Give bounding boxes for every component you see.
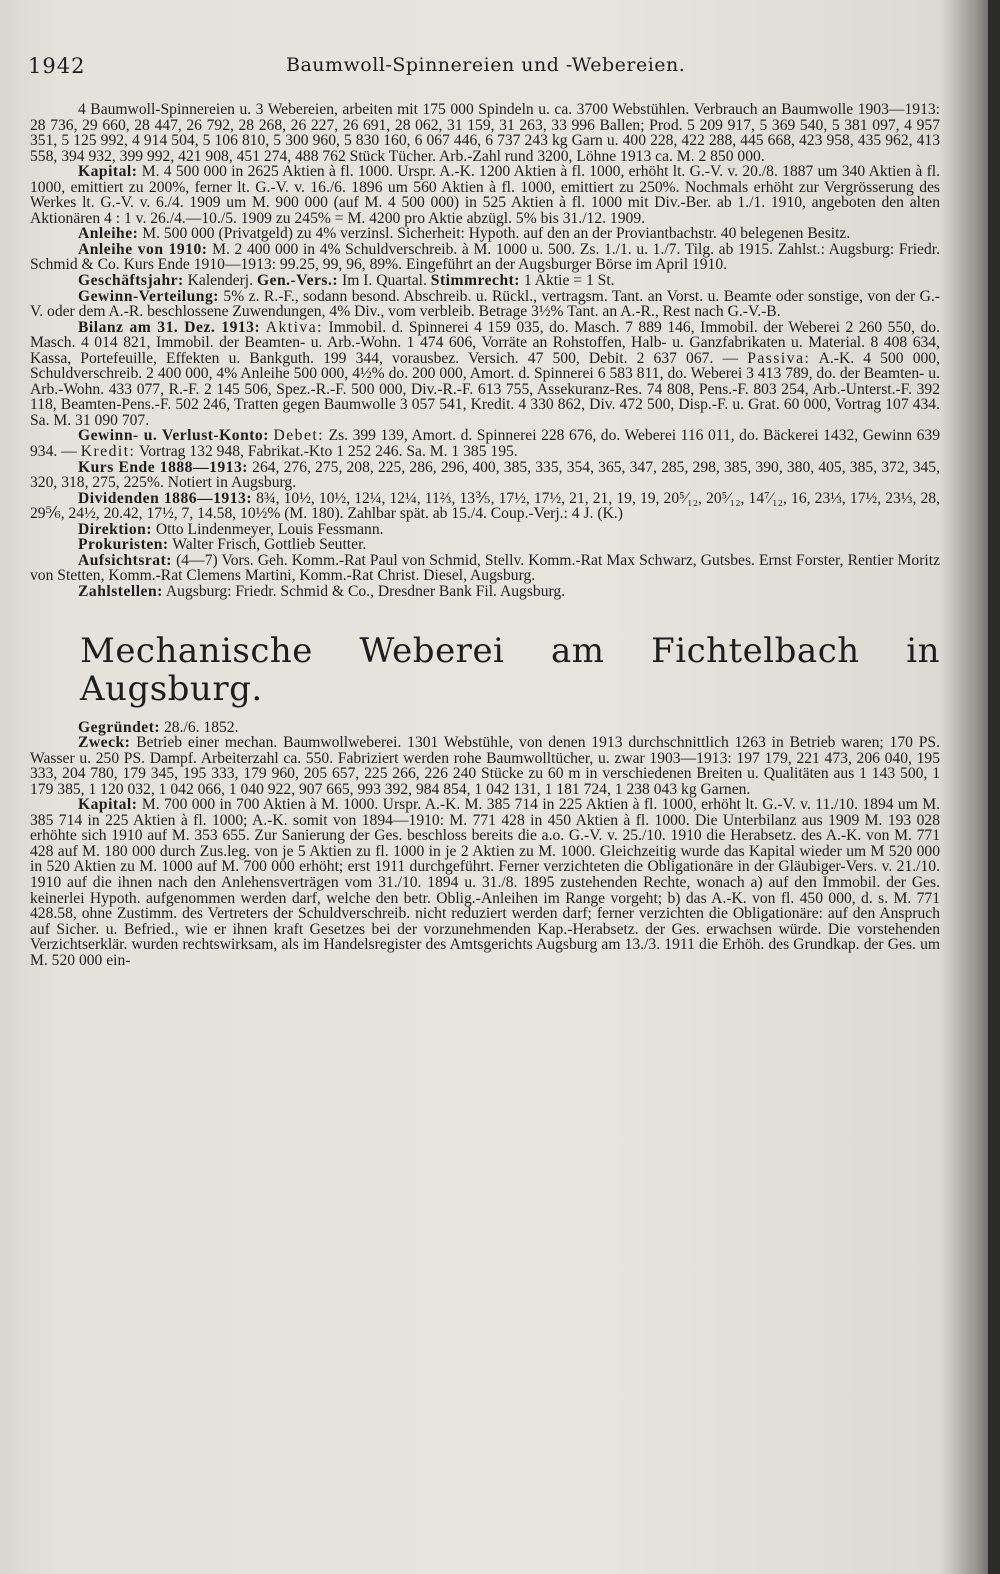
dividenden-paragraph: [30, 491, 940, 522]
prokuristen-label: Prokuristen:: [78, 536, 169, 554]
anleihe-paragraph: [30, 226, 940, 242]
anleihe-1910-text: M. 2 400 000 in 4% Schuldverschreib. à M. 1000 u. 500. Zs. 1./1. u. 1./7. Tilg. ab 1915. Zahlst.: Augsburg: Friedr. Schmid & Co. Kurs Ende 1910—1913: 99.25, 99, 96, 89%. Eingeführt an der Augsburger Börse im April 1910.: [30, 240, 940, 274]
gewinnverteilung-paragraph: [30, 289, 940, 320]
anleihe-1910-label: Anleihe von 1910:: [78, 240, 208, 258]
passiva-label: Passiva:: [747, 349, 811, 367]
aufsichtsrat-label: Aufsichtsrat:: [78, 551, 172, 569]
geschaeftsjahr-label: Geschäftsjahr:: [78, 272, 184, 290]
zahlstellen-paragraph: [30, 584, 940, 600]
gewinnverteilung-label: Gewinn-Verteilung:: [78, 287, 219, 305]
company-title: Mechanische Weberei am Fichtelbach in Augsburg.: [80, 630, 940, 709]
kapital2-label: Kapital:: [78, 796, 138, 814]
kredit-label: Kredit:: [80, 443, 136, 461]
gegruendet-text: 28./6. 1852.: [164, 718, 239, 736]
page-header: [28, 48, 928, 82]
zahlstellen-label: Zahlstellen:: [78, 582, 163, 600]
direktion-label: Direktion:: [78, 520, 153, 538]
anleihe-label: Anleihe:: [78, 225, 139, 243]
anleihe-1910-paragraph: [30, 242, 940, 273]
kapital-label: Kapital:: [78, 163, 138, 181]
kurs-paragraph: [30, 460, 940, 491]
genvers-text: Im I. Quartal.: [342, 272, 427, 290]
aufsichtsrat-text: (4—7) Vors. Geh. Komm.-Rat Paul von Schmid, Stellv. Komm.-Rat Max Schwarz, Gutsbes. Ernst Forster, Rentier Moritz von Stetten, Komm.-Rat Clemens Martini, Komm.-Rat Christ. Diesel, Augsburg.: [30, 551, 941, 585]
page-number: 1942: [28, 54, 86, 78]
geschaeftsjahr-paragraph: [30, 273, 940, 289]
passiva-text: A.-K. 4 500 000, Schuldverschreib. 2 400 000, 4% Anleihe 500 000, 4½% do. 200 000, Amort. d. Spinnerei 6 583 811, do. Weberei 3 413 789, do. der Beamten- u. Arb.-Wohn. 433 077, R.-F. 2 145 506, Spez.-R.-F. 500 000, Div.-R.-F. 613 755, Assekuranz-Res. 74 808, Pens.-F. 803 254, Arb.-Unterst.-F. 392 118, Beamten-Pens.-F. 502 246, Tratten gegen Baumwolle 3 057 541, Kredit. 4 330 862, Div. 472 500, Disp.-F. u. Grat. 60 000, Vortrag 107 434. Sa. M. 31 090 707.: [30, 349, 940, 429]
aktiva-label: Aktiva:: [265, 318, 323, 336]
bilanz-paragraph: [30, 320, 940, 429]
book-edge: [988, 0, 1000, 1574]
kapital2-text: M. 700 000 in 700 Aktien à M. 1000. Urspr. A.-K. M. 385 714 in 225 Aktien à fl. 1000, erhöht lt. G.-V. v. 11./10. 1894 um M. 385 714 in 225 Aktien à fl. 1000; A.-K. somit von 1894—1910: M. 771 428 in 450 Aktien à fl. 1000. Die Unterbilanz aus 1909 M. 193 028 erhöhte sich 1910 auf M. 353 655. Zur Sanierung der Ges. beschloss bereits die a.o. G.-V. v. 25./10. 1910 die Herabsetz. des A.-K. von M. 771 428 auf M. 180 000 durch Zus.leg. von je 5 Aktien zu fl. 1000 in je 2 Aktien zu M. 1000. Gleichzeitig wurde das Kapital wieder um M 520 000 in 520 Aktien zu M. 1000 auf M. 700 000 erhöht; erst 1911 durchgeführt. Ferner verzichteten die Obligationäre in der Gläubiger-Vers. v. 21./10. 1910 auf die ihnen nach den Anlehensverträgen vom 31./10. 1894 u. 31./8. 1895 zustehenden Rechte, wonach a) auf den Immobil. der Ges. keinerlei Hypoth. aufgenommen werden darf, welche den betr. Oblig.-Anleihen im Range vorgeht; b) das A.-K. von fl. 450 000, d. s. M. 771 428.58, ohne Zustimm. des Vertreters der Schuldverschreib. nicht reduziert werden darf; ferner verzichten die Obligationäre: auf den Anspruch auf Sicher. u. Befried., wie er ihnen kraft Gesetzes bei der vorzunehmenden Kap.-Herabsetz. der Ges. erwachsen würde. Die vorstehenden Verzichtserklär. wurden rechtswirksam, als im Handelsregister des Amtsgerichts Augsburg am 13./3. 1911 die Erhöh. des Grundkap. der Ges. um M. 520 000 ein-: [30, 796, 940, 969]
debet-text: Zs. 399 139, Amort. d. Spinnerei 228 676, do. Weberei 116 011, do. Bäckerei 1432, Gewinn 639 934. —: [30, 427, 940, 461]
body-text: [30, 102, 940, 968]
debet-label: Debet:: [273, 427, 325, 445]
intro-text: 4 Baumwoll-Spinnereien u. 3 Webereien, arbeiten mit 175 000 Spindeln u. ca. 3700 Webstühlen. Verbrauch an Baumwolle 1903—1913: 28 736, 29 660, 28 447, 26 792, 28 268, 26 227, 26 691, 28 062, 31 159, 31 263, 33 996 Ballen; Prod. 5 209 917, 5 369 540, 5 381 097, 4 957 351, 5 125 992, 4 914 504, 5 106 810, 5 300 960, 5 830 160, 6 067 446, 6 737 243 kg Garn u. 400 228, 422 288, 445 668, 423 958, 435 962, 413 558, 394 932, 399 992, 421 908, 451 274, 488 762 Stück Tücher. Arb.-Zahl rund 3200, Löhne 1913 ca. M. 2 850 000.: [30, 101, 940, 165]
kurs-text: 264, 276, 275, 208, 225, 286, 296, 400, 385, 335, 354, 365, 347, 285, 298, 385, 390, 380, 405, 385, 372, 345, 320, 318, 275, 225%. Notiert in Augsburg.: [30, 458, 940, 492]
gegruendet-paragraph: [30, 720, 940, 736]
running-head: Baumwoll-Spinnereien und -Webereien.: [286, 54, 686, 76]
aktiva-text: Immobil. d. Spinnerei 4 159 035, do. Masch. 7 889 146, Immobil. der Weberei 2 260 550, do. Masch. 4 014 821, Immobil. der Beamten- u. Arb.-Wohn. 1 474 606, Vorräte an Rohstoffen, Halb- u. Ganzfabrikaten u. Material. 8 408 634, Kassa, Portefeuille, Effekten u. Bankguth. 199 344, vorausbez. Versich. 47 500, Debit. 2 637 067. —: [30, 318, 940, 367]
zweck-text: Betrieb einer mechan. Baumwollweberei. 1301 Webstühle, von denen 1913 durchschnittlich 1263 in Betrieb waren; 170 PS. Wasser u. 250 PS. Dampf. Arbeiterzahl ca. 550. Fabriziert werden rohe Baumwolltücher, u. zwar 1903—1913: 197 179, 221 473, 206 040, 195 333, 204 780, 179 345, 195 333, 179 960, 205 657, 225 266, 226 240 Stücke zu 60 m in verschiedenen Breiten u. Qualitäten aus 1 143 500, 1 179 385, 1 120 032, 1 042 066, 1 040 922, 907 665, 993 392, 984 854, 1 042 131, 1 181 724, 1 238 043 kg Garnen.: [30, 734, 940, 798]
kapital-paragraph: [30, 164, 940, 226]
kurs-label: Kurs Ende 1888—1913:: [78, 458, 248, 476]
guv-label: Gewinn- u. Verlust-Konto:: [78, 427, 269, 445]
stimmrecht-text: 1 Aktie = 1 St.: [523, 272, 615, 290]
gewinnverteilung-text: 5% z. R.-F., sodann besond. Abschreib. u. Rückl., vertragsm. Tant. an Vorst. u. Beamte oder sonstige, von der G.-V. oder dem A.-R. beschlossene Zuwendungen, 4% Div., vom verbleib. Betrage 3½% Tant. an A.-R., Rest nach G.-V.-B.: [30, 287, 940, 321]
kapital-text: M. 4 500 000 in 2625 Aktien à fl. 1000. Urspr. A.-K. 1200 Aktien à fl. 1000, erhöht lt. G.-V. v. 20./8. 1887 um 340 Aktien à fl. 1000, emittiert zu 200%, ferner lt. G.-V. v. 16./6. 1896 um 560 Aktien à fl. 1000, emittiert zu 250%. Nochmals erhöht zur Vergrösserung des Werkes lt. G.-V. v. 6./4. 1909 um M. 900 000 (auf M. 4 500 000) in 525 Aktien à fl. 1000 mit Div.-Ber. ab 1./1. 1910, angeboten den alten Aktionären 4 : 1 v. 26./4.—10./5. 1909 zu 245% = M. 4200 pro Aktie abzügl. 5% bis 31./12. 1909.: [30, 163, 940, 227]
intro-paragraph: [30, 102, 940, 164]
direktion-paragraph: [30, 522, 940, 538]
dividenden-text: 8¾, 10½, 10½, 12¼, 12¼, 11⅔, 13⅗, 17½, 17½, 21, 21, 19, 19, 20⁵⁄₁₂, 20⁵⁄₁₂, 14⁷⁄₁₂, 16, 23⅓, 17½, 23⅓, 28, 29⅚, 24½, 20.42, 17½, 7, 14.58, 10½% (M. 180). Zahlbar spät. ab 15./4. Coup.-Verj.: 4 J. (K.): [30, 489, 940, 523]
stimmrecht-label: Stimmrecht:: [430, 272, 520, 290]
aufsichtsrat-paragraph: [30, 553, 940, 584]
anleihe-text: M. 500 000 (Privatgeld) zu 4% verzinsl. Sicherheit: Hypoth. auf den an der Proviantbachstr. 40 belegenen Besitz.: [142, 225, 851, 243]
gegruendet-label: Gegründet:: [78, 718, 161, 736]
zweck-label: Zweck:: [78, 734, 131, 752]
prokuristen-text: Walter Frisch, Gottlieb Seutter.: [172, 536, 367, 554]
guv-paragraph: [30, 428, 940, 459]
kredit-text: Vortrag 132 948, Fabrikat.-Kto 1 252 246. Sa. M. 1 385 195.: [138, 443, 518, 461]
zweck-paragraph: [30, 735, 940, 797]
bilanz-label: Bilanz am 31. Dez. 1913:: [78, 318, 261, 336]
genvers-label: Gen.-Vers.:: [256, 272, 339, 290]
dividenden-label: Dividenden 1886—1913:: [78, 489, 253, 507]
direktion-text: Otto Lindenmeyer, Louis Fessmann.: [155, 520, 384, 538]
prokuristen-paragraph: [30, 537, 940, 553]
geschaeftsjahr-text: Kalenderj.: [187, 272, 254, 290]
kapital2-paragraph: [30, 797, 940, 968]
zahlstellen-text: Augsburg: Friedr. Schmid & Co., Dresdner Bank Fil. Augsburg.: [165, 582, 566, 600]
